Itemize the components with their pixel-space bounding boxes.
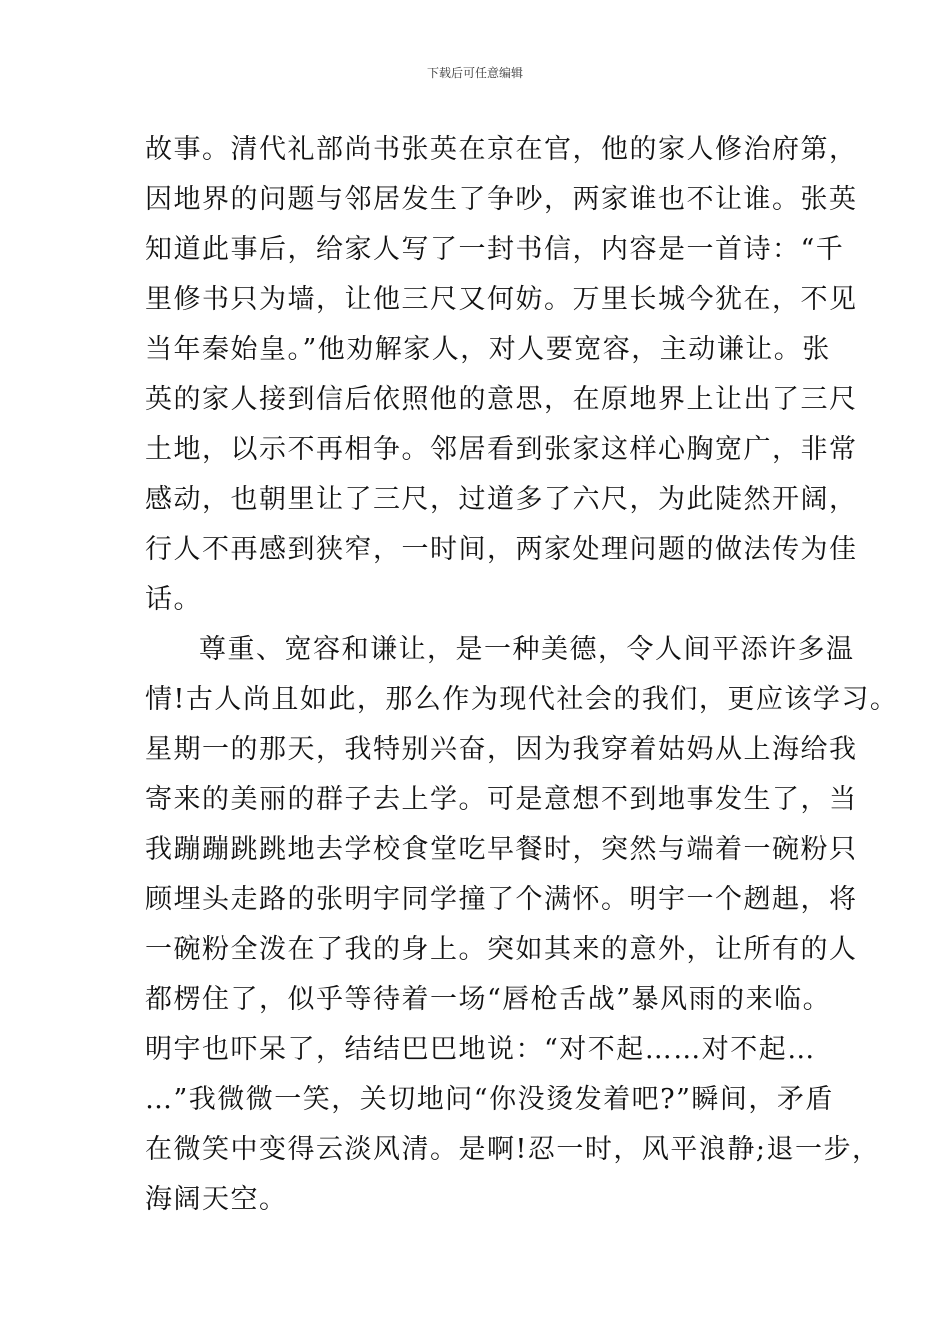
text-line: 土地，以示不再相争。邻居看到张家这样心胸宽广，非常 [145,434,858,465]
page-header: 下载后可任意编辑 [426,66,523,80]
text-line: 寄来的美丽的群子去上学。可是意想不到地事发生了，当 [145,784,858,815]
text-line: 明宇也吓呆了，结结巴巴地说：“对不起……对不起… [145,1034,816,1065]
text-line: 英的家人接到信后依照他的意思，在原地界上让出了三尺 [145,384,858,415]
text-line: 因地界的问题与邻居发生了争吵，两家谁也不让谁。张英 [145,184,858,215]
text-line: 感动，也朝里让了三尺，过道多了六尺，为此陡然开阔， [145,484,858,515]
text-line: 话。 [145,584,202,615]
text-line: 一碗粉全泼在了我的身上。突如其来的意外，让所有的人 [145,934,858,965]
body-text [145,125,899,1225]
text-line: 在微笑中变得云淡风清。是啊!忍一时，风平浪静;退一步， [145,1134,881,1165]
text-line: …”我微微一笑，关切地问“你没烫发着吧?”瞬间，矛盾 [145,1084,834,1115]
text-line: 海阔天空。 [145,1184,288,1215]
text-line: 星期一的那天，我特别兴奋，因为我穿着姑妈从上海给我 [145,734,858,765]
text-line: 当年秦始皇。”他劝解家人，对人要宽容，主动谦让。张 [145,334,831,365]
text-line: 顾埋头走路的张明宇同学撞了个满怀。明宇一个趔趄，将 [145,884,858,915]
text-line: 我蹦蹦跳跳地去学校食堂吃早餐时，突然与端着一碗粉只 [145,834,858,865]
text-line: 情!古人尚且如此，那么作为现代社会的我们，更应该学习。 [145,684,899,715]
text-line: 行人不再感到狭窄，一时间，两家处理问题的做法传为佳 [145,534,858,565]
text-line: 都楞住了，似乎等待着一场“唇枪舌战”暴风雨的来临。 [145,984,832,1015]
text-line: 知道此事后，给家人写了一封书信，内容是一首诗：“千 [145,234,845,265]
paragraph-start-line: 尊重、宽容和谦让，是一种美德，令人间平添许多温 [199,634,855,665]
text-line: 里修书只为墙，让他三尺又何妨。万里长城今犹在，不见 [145,284,858,315]
text-line: 故事。清代礼部尚书张英在京在官，他的家人修治府第， [145,134,858,165]
